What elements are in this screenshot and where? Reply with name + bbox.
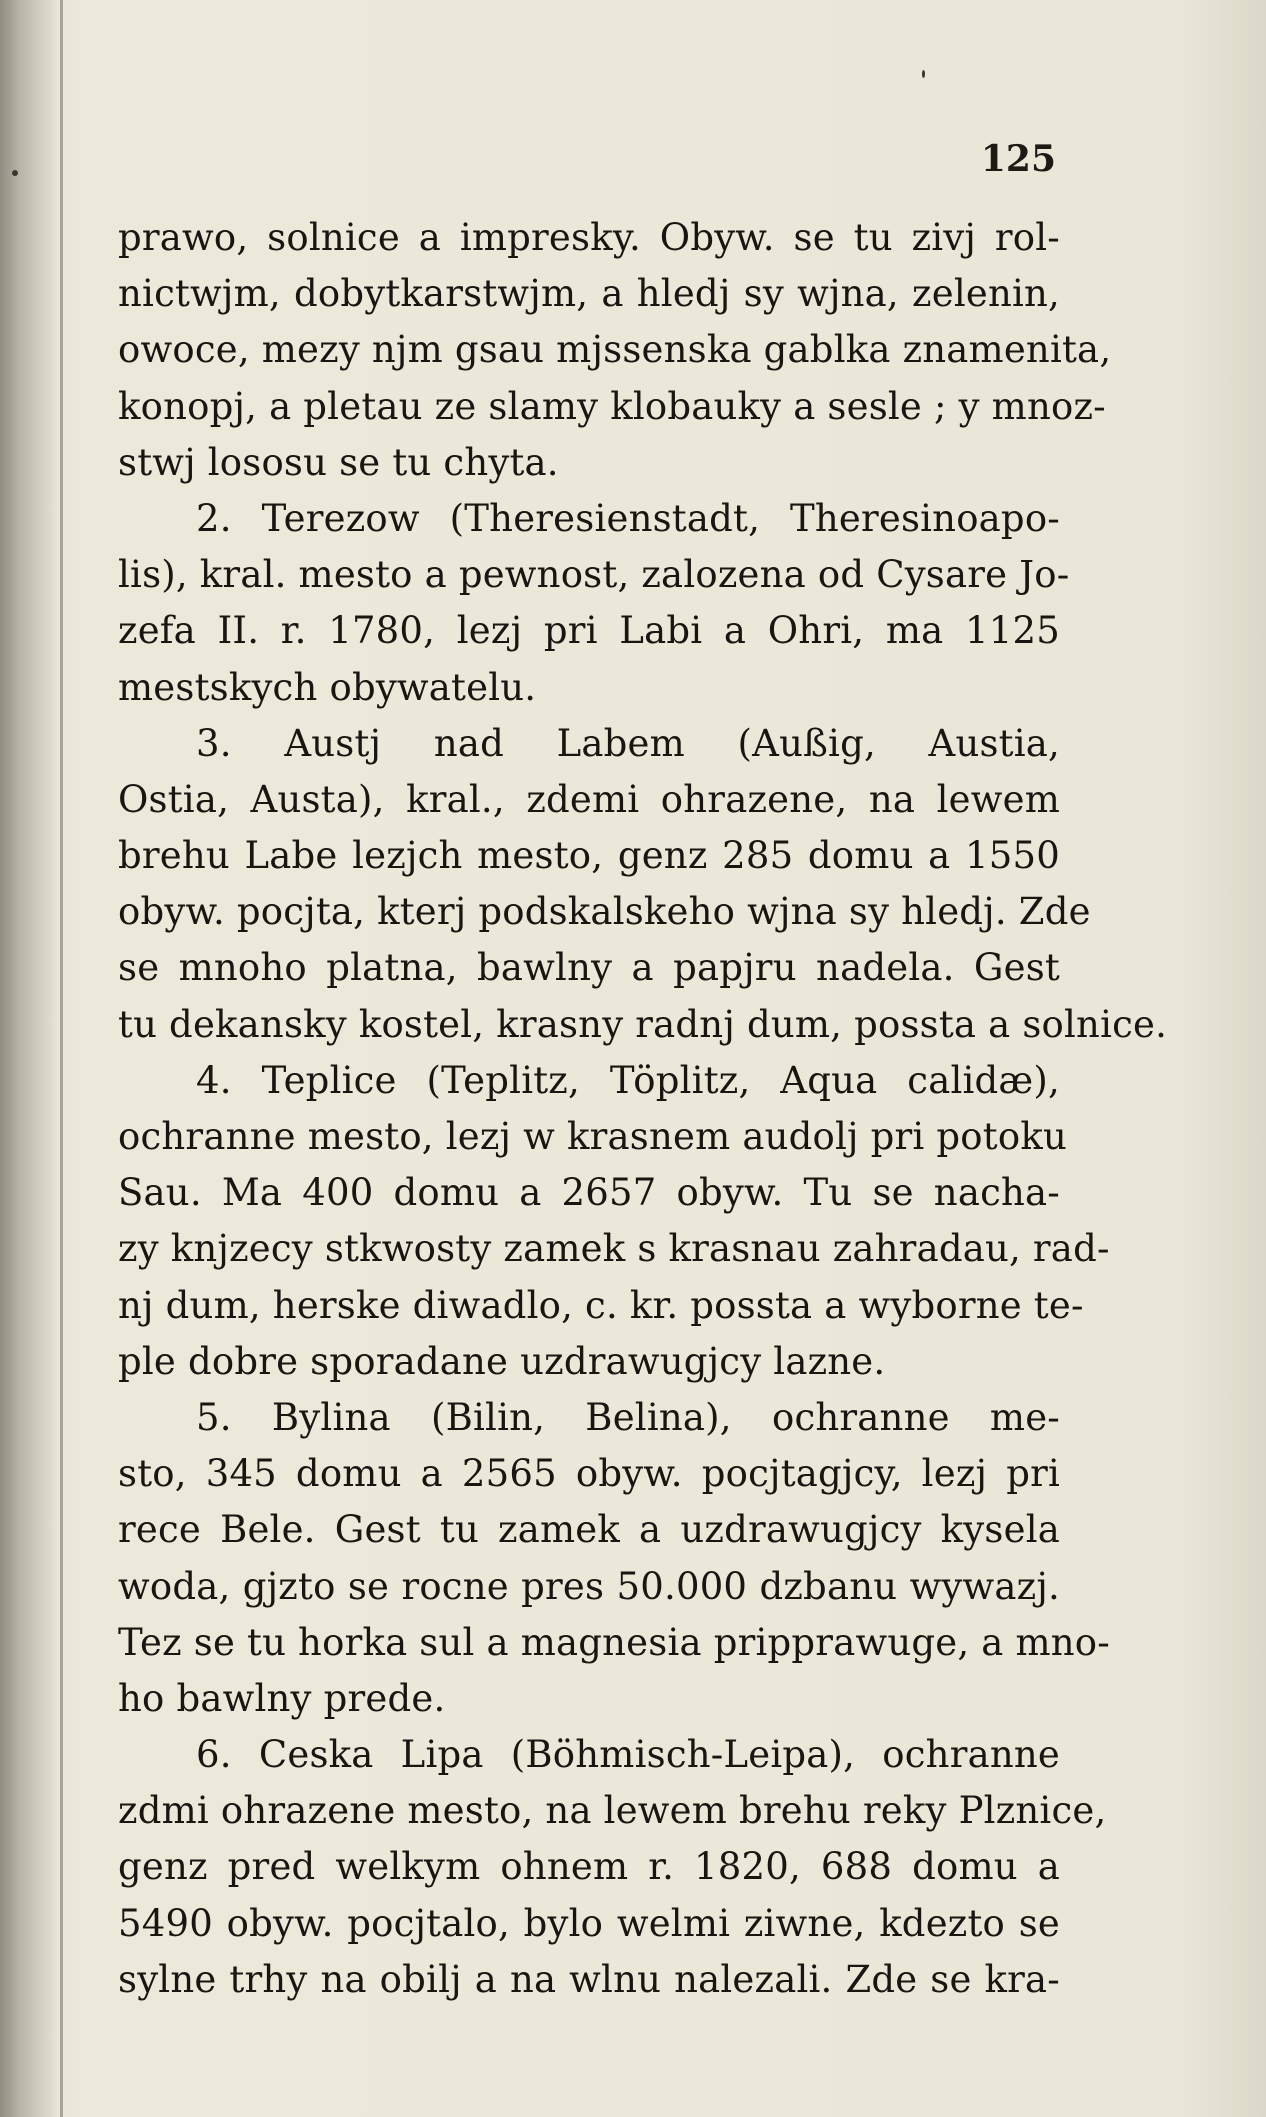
text-line: sto, 345 domu a 2565 obyw. pocjtagjcy, lezj pri [118,1452,1060,1496]
ink-speck [922,70,925,78]
text-line: nictwjm, dobytkarstwjm, a hledj sy wjna, zelenin, [118,272,1060,316]
text-line: Sau. Ma 400 domu a 2657 obyw. Tu se nacha- [118,1171,1060,1215]
ink-speck [12,170,18,176]
text-line: ple dobre sporadane uzdrawugjcy lazne. [118,1339,886,1383]
text-line: Tez se tu horka sul a magnesia pripprawuge, a mno- [118,1620,1110,1664]
text-line: konopj, a pletau ze slamy klobauky a sesle ; y mnoz- [118,384,1106,428]
text-line: 4. Teplice (Teplitz, Töplitz, Aqua calidæ), [196,1058,1060,1102]
text-line: zdmi ohrazene mesto, na lewem brehu reky Plznice, [118,1789,1107,1833]
text-line: nj dum, herske diwadlo, c. kr. possta a wyborne te- [118,1283,1084,1327]
gutter-line [60,0,63,2117]
text-line: zefa II. r. 1780, lezj pri Labi a Ohri, ma 1125 [118,609,1060,653]
text-line: 6. Ceska Lipa (Böhmisch-Leipa), ochranne [196,1733,1060,1777]
text-line: ochranne mesto, lezj w krasnem audolj pri potoku [118,1115,1067,1158]
text-line: 3. Austj nad Labem (Außig, Austia, [196,721,1060,765]
text-line: stwj lososu se tu chyta. [118,440,559,484]
text-line: obyw. pocjta, kterj podskalskeho wjna sy hledj. Zde [118,890,1091,934]
text-line: tu dekansky kostel, krasny radnj dum, possta a solnice. [118,1002,1168,1046]
page-number: 125 [980,138,1056,180]
text-line: genz pred welkym ohnem r. 1820, 688 domu a [118,1845,1060,1889]
text-line: mestskych obywatelu. [118,665,537,709]
text-line: prawo, solnice a impresky. Obyw. se tu zivj rol- [118,216,1060,259]
text-line: ho bawlny prede. [118,1676,446,1720]
text-line: 5490 obyw. pocjtalo, bylo welmi ziwne, kdezto se [118,1901,1060,1945]
text-line: lis), kral. mesto a pewnost, zalozena od Cysare Jo- [118,553,1070,597]
text-line: 5. Bylina (Bilin, Belina), ochranne me- [196,1395,1060,1439]
text-line: 2. Terezow (Theresienstadt, Theresinoapo- [196,496,1060,540]
binding-shadow [0,0,58,2117]
text-line: brehu Labe lezjch mesto, genz 285 domu a 1550 [118,834,1060,878]
text-line: rece Bele. Gest tu zamek a uzdrawugjcy kysela [118,1508,1060,1552]
text-line: sylne trhy na obilj a na wlnu nalezali. Zde se kra- [118,1957,1060,2001]
text-line: zy knjzecy stkwosty zamek s krasnau zahradau, rad- [118,1227,1110,1271]
body-text [118,210,1168,2008]
text-line: woda, gjzto se rocne pres 50.000 dzbanu wywazj. [118,1564,1060,1608]
text-line: se mnoho platna, bawlny a papjru nadela. Gest [118,946,1060,990]
text-line: Ostia, Austa), kral., zdemi ohrazene, na lewem [118,777,1060,821]
text-line: owoce, mezy njm gsau mjssenska gablka znamenita, [118,328,1112,372]
